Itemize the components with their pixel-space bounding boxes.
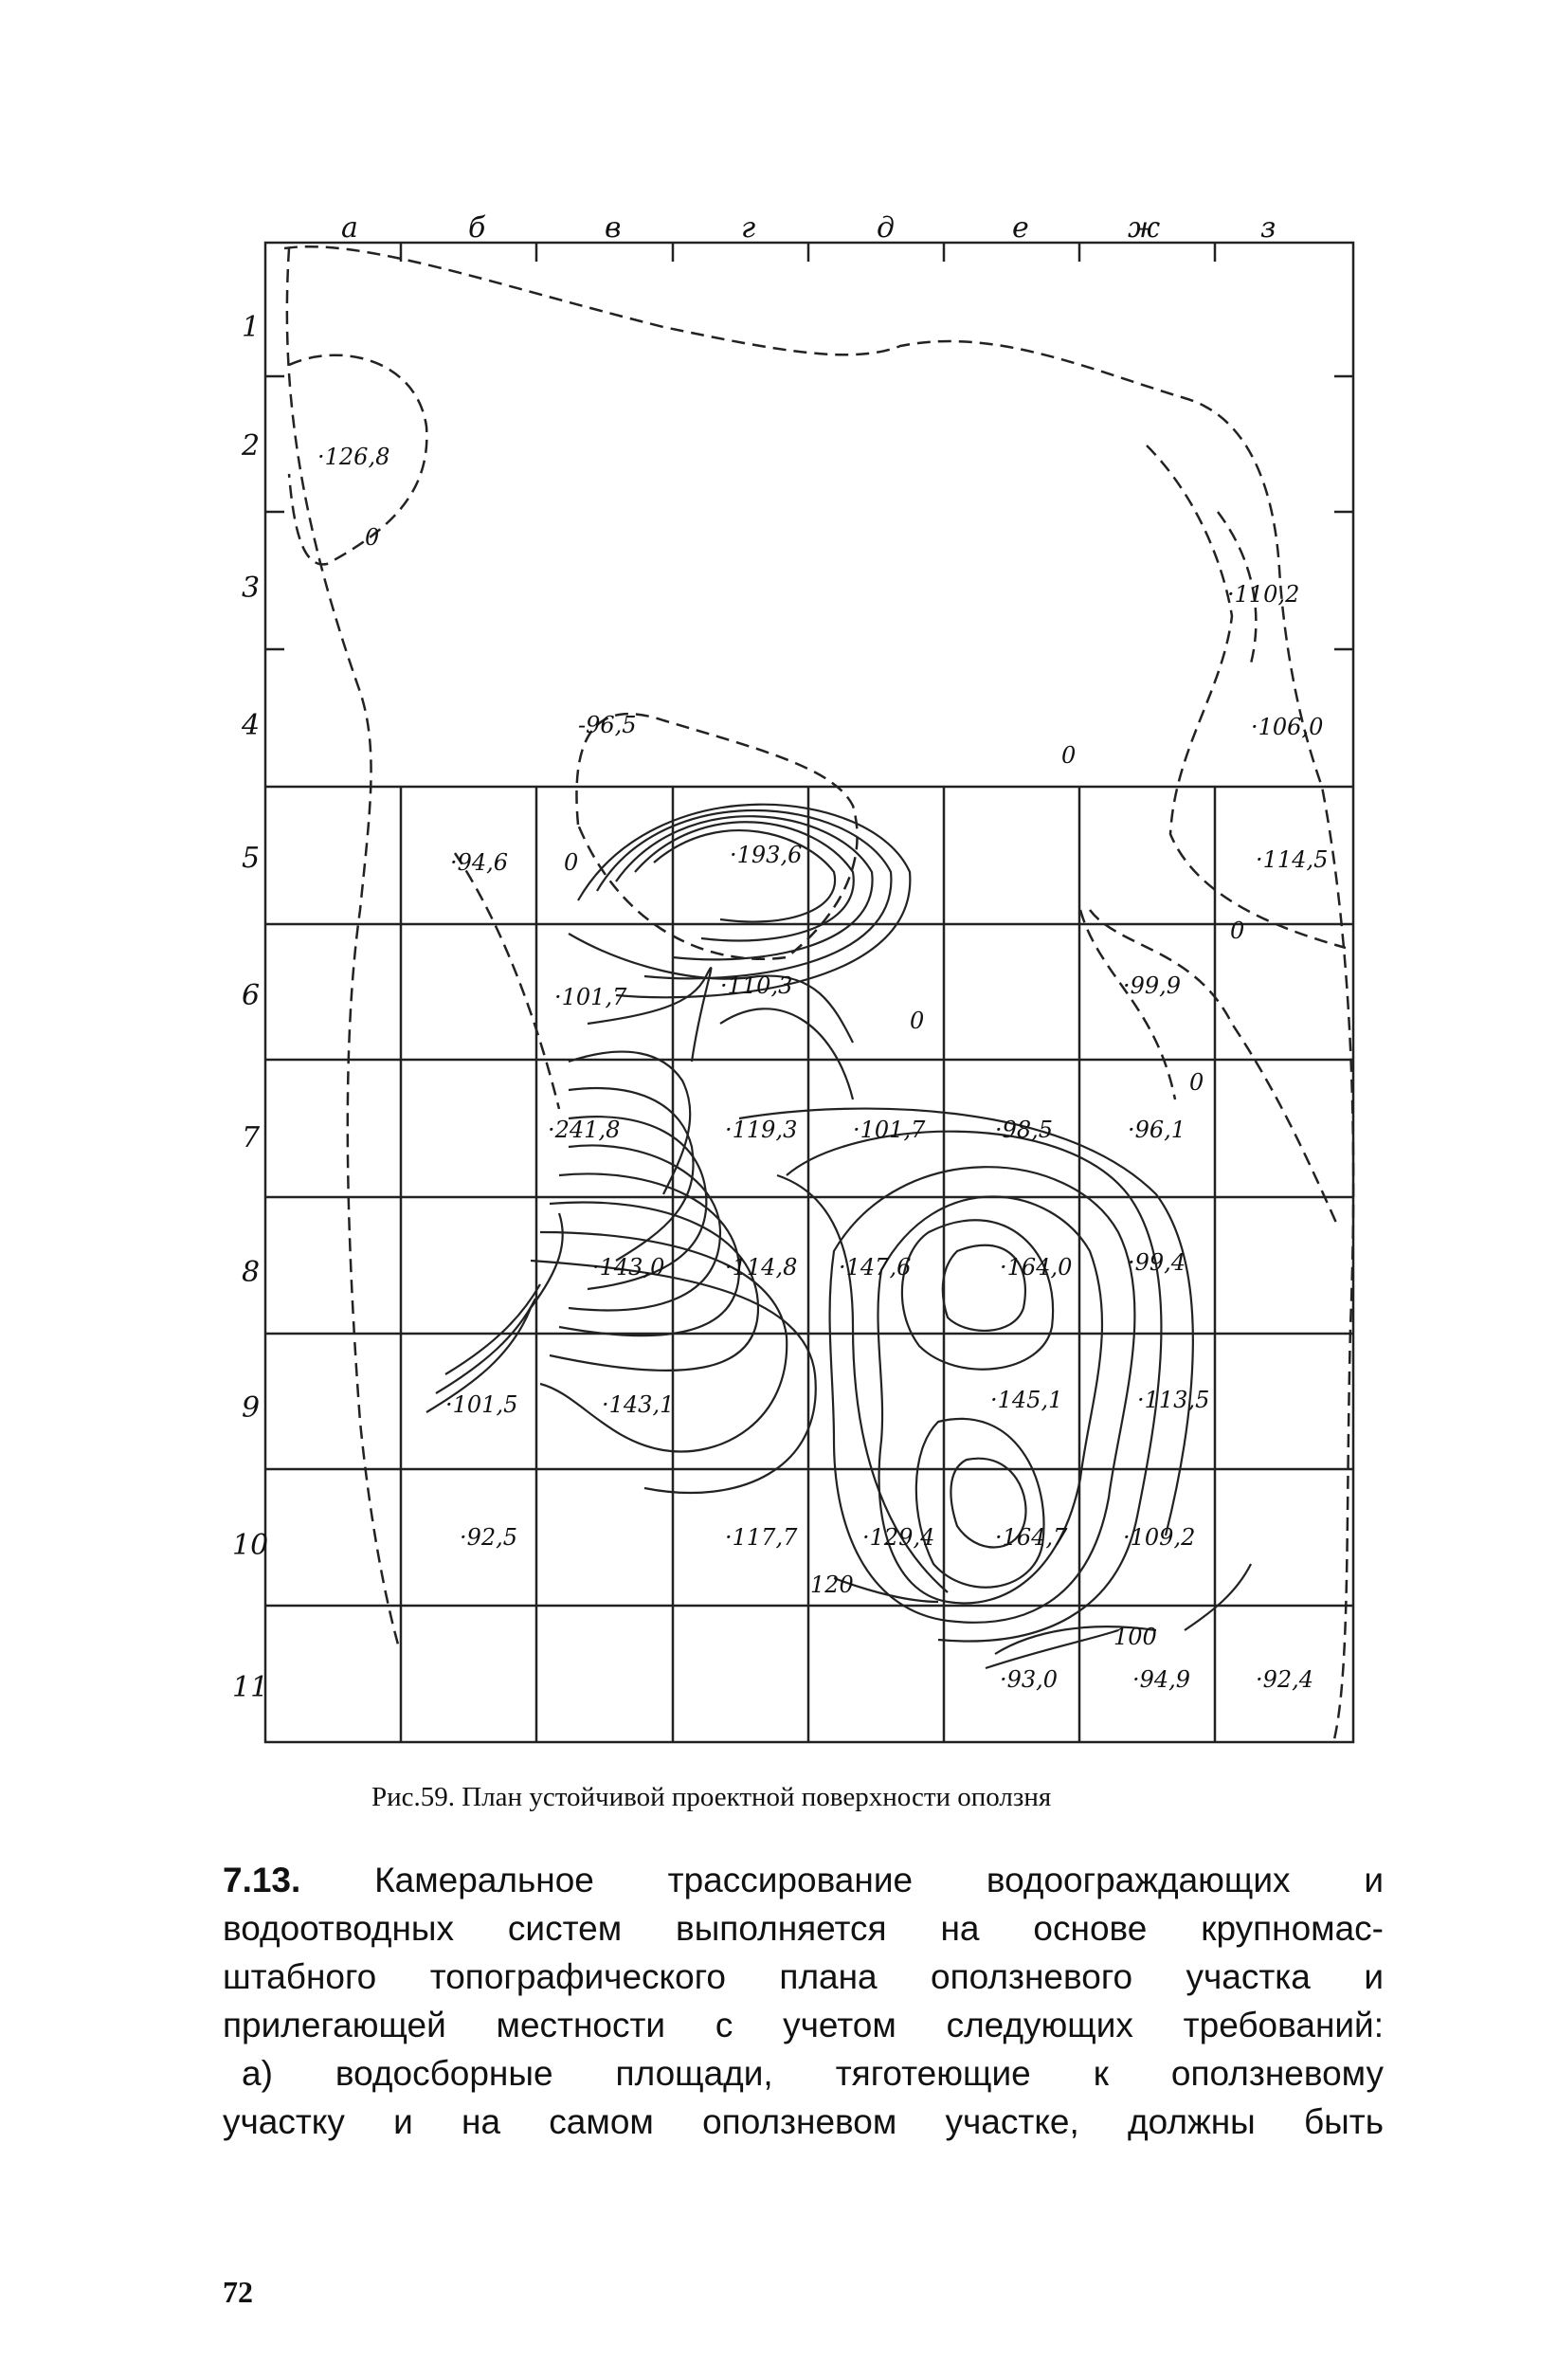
spot-height: ·119,3: [725, 1117, 798, 1143]
text-line-content: Камеральное трассирование водоограждающих и: [374, 1861, 1384, 1899]
spot-height: ·98,5: [995, 1117, 1054, 1143]
spot-height: ·96,1: [1128, 1117, 1186, 1143]
spot-height: ·145,1: [990, 1387, 1063, 1413]
spot-height: ·117,7: [725, 1524, 798, 1551]
spot-height: ·143,1: [602, 1391, 675, 1418]
column-labels: [341, 211, 1276, 245]
spot-height: ·143,0: [592, 1254, 665, 1281]
spot-height: ·110,2: [1227, 581, 1300, 608]
row-label: 8: [242, 1256, 261, 1289]
spot-height: -96,5: [578, 712, 637, 738]
column-label: д: [877, 211, 896, 245]
spot-height: ·147,6: [839, 1254, 912, 1281]
text-line: участку и на самом оползневом участке, должны быть: [223, 2102, 1384, 2141]
text-line: прилегающей местности с учетом следующих требований:: [223, 2006, 1384, 2044]
spot-height: ·99,4: [1128, 1249, 1186, 1276]
isoline-label: 0: [365, 524, 380, 551]
figure-caption: Рис.59. План устойчивой проектной поверхности оползня: [371, 1782, 1052, 1812]
spot-height: ·92,4: [1256, 1666, 1314, 1693]
row-labels: [232, 311, 268, 1704]
column-label: з: [1260, 211, 1276, 245]
spot-height: ·101,7: [853, 1117, 926, 1143]
isoline-label: 0: [910, 1008, 925, 1034]
isoline-label: 0: [1189, 1069, 1204, 1096]
row-label: 10: [232, 1529, 269, 1562]
spot-height: ·193,6: [730, 842, 803, 868]
spot-height: ·241,8: [548, 1117, 621, 1143]
column-label: г: [741, 211, 756, 245]
spot-height: ·93,0: [1000, 1666, 1059, 1693]
clause-number: 7.13.: [223, 1861, 301, 1899]
isoline-label: 120: [810, 1572, 854, 1598]
spot-height: ·94,6: [450, 849, 509, 876]
spot-height: ·106,0: [1251, 714, 1324, 740]
spot-heights: [317, 444, 1328, 1693]
spot-height: ·129,4: [862, 1524, 935, 1551]
page-number: 72: [223, 2275, 253, 2309]
spot-height: ·113,5: [1137, 1387, 1210, 1413]
text-line: а) водосборные площади, тяготеющие к оползневому: [242, 2054, 1384, 2093]
column-label: е: [1012, 211, 1029, 245]
column-label: б: [468, 211, 486, 245]
spot-height: ·101,5: [445, 1391, 518, 1418]
spot-height: ·164,0: [1000, 1254, 1073, 1281]
spot-height: ·114,8: [725, 1254, 798, 1281]
spot-height: ·94,9: [1132, 1666, 1191, 1693]
spot-height: ·110,3: [720, 972, 793, 999]
spot-height: ·126,8: [317, 444, 390, 470]
spot-height: ·109,2: [1123, 1524, 1196, 1551]
row-label: 2: [242, 429, 261, 463]
isoline-label: 0: [1230, 917, 1245, 944]
row-label: 3: [242, 572, 261, 605]
row-label: 6: [242, 979, 261, 1012]
column-label: ж: [1128, 211, 1161, 245]
text-line: водоотводных систем выполняется на основе крупномас-: [223, 1909, 1384, 1948]
isoline-label: 0: [1061, 742, 1077, 769]
isoline-labels: [365, 524, 1244, 1650]
grid: [265, 243, 1353, 1742]
text-line: [223, 1856, 1384, 1904]
text-line: штабного топографического плана оползневого участка и: [223, 1957, 1384, 1996]
isoline-label: 0: [564, 849, 579, 876]
spot-height: ·114,5: [1256, 846, 1329, 873]
row-label: 7: [242, 1121, 261, 1154]
column-label: а: [341, 211, 358, 245]
row-label: 4: [242, 709, 261, 742]
spot-height: ·92,5: [460, 1524, 518, 1551]
isoline-label: 100: [1113, 1624, 1157, 1650]
row-label: 9: [242, 1391, 261, 1425]
spot-height: ·99,9: [1123, 972, 1182, 999]
row-label: 11: [232, 1671, 269, 1704]
row-label: 5: [242, 842, 261, 875]
body-text: [223, 1856, 1384, 2146]
spot-height: ·101,7: [554, 984, 627, 1010]
spot-height: ·164,7: [995, 1524, 1068, 1551]
column-label: в: [605, 211, 622, 245]
row-label: 1: [242, 311, 261, 344]
